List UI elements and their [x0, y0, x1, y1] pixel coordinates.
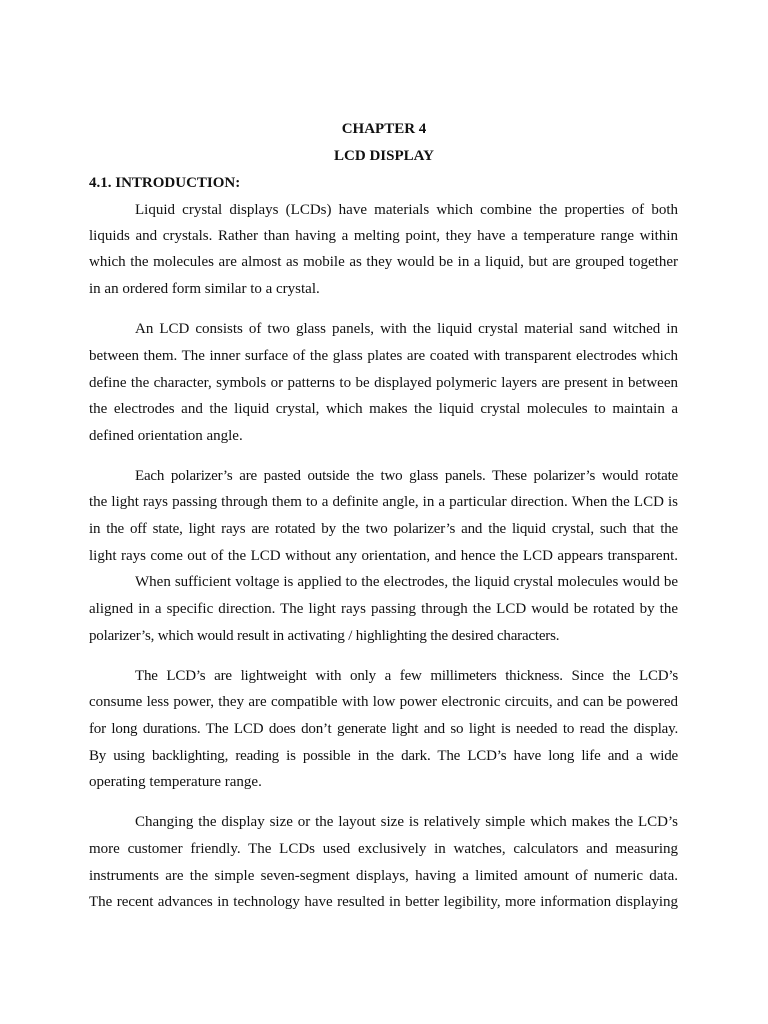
paragraph-6-line-2: more customer friendly. The LCDs used exclusively in watches, calculators and measuring — [89, 841, 678, 857]
paragraph-6-line-3: instruments are the simple seven-segment displays, having a limited amount of numeric data. — [89, 868, 678, 884]
paragraph-5-line-1: The LCD’s are lightweight with only a few millimeters thickness. Since the LCD’s — [135, 668, 678, 684]
paragraph-1-line-2: liquids and crystals. Rather than having a melting point, they have a temperature range within — [89, 228, 678, 244]
paragraph-3-line-3: in the off state, light rays are rotated by the two polarizer’s and the liquid crystal, such that the — [89, 521, 678, 537]
paragraph-2-line-1: An LCD consists of two glass panels, with the liquid crystal material sand witched in — [135, 321, 678, 337]
paragraph-3-line-2: the light rays passing through them to a definite angle, in a particular direction. When the LCD is — [89, 494, 678, 510]
chapter-title: CHAPTER 4 — [341, 121, 427, 137]
paragraph-5-line-2: consume less power, they are compatible with low power electronic circuits, and can be powered — [89, 694, 678, 710]
paragraph-2-line-2: between them. The inner surface of the glass plates are coated with transparent electrodes which — [89, 348, 678, 364]
paragraph-5-line-3: for long durations. The LCD does don’t generate light and so light is needed to read the display. — [89, 721, 678, 737]
paragraph-6-line-1: Changing the display size or the layout size is relatively simple which makes the LCD’s — [135, 814, 678, 830]
paragraph-2-line-4: the electrodes and the liquid crystal, which makes the liquid crystal molecules to maintain a — [89, 401, 678, 417]
paragraph-2-line-5: defined orientation angle. — [89, 428, 243, 444]
paragraph-3-line-1: Each polarizer’s are pasted outside the two glass panels. These polarizer’s would rotate — [135, 468, 678, 484]
section-heading: 4.1. INTRODUCTION: — [89, 175, 241, 191]
paragraph-4-line-1: When sufficient voltage is applied to the electrodes, the liquid crystal molecules would be — [135, 574, 678, 590]
paragraph-1-line-1: Liquid crystal displays (LCDs) have materials which combine the properties of both — [135, 202, 678, 218]
paragraph-2-line-3: define the character, symbols or patterns to be displayed polymeric layers are present in between — [89, 375, 678, 391]
chapter-subtitle: LCD DISPLAY — [334, 148, 434, 164]
paragraph-4-line-2: aligned in a specific direction. The light rays passing through the LCD would be rotated by the — [89, 601, 678, 617]
paragraph-3-line-4: light rays come out of the LCD without any orientation, and hence the LCD appears transparent. — [89, 548, 678, 564]
paragraph-5-line-4: By using backlighting, reading is possible in the dark. The LCD’s have long life and a wide — [89, 748, 678, 764]
paragraph-5-line-5: operating temperature range. — [89, 774, 262, 790]
paragraph-6-line-4: The recent advances in technology have resulted in better legibility, more information displaying — [89, 894, 678, 910]
paragraph-1-line-3: which the molecules are almost as mobile as they would be in a liquid, but are grouped together — [89, 254, 678, 270]
paragraph-1-line-4: in an ordered form similar to a crystal. — [89, 281, 320, 297]
paragraph-4-line-3: polarizer’s, which would result in activating / highlighting the desired characters. — [89, 628, 560, 644]
